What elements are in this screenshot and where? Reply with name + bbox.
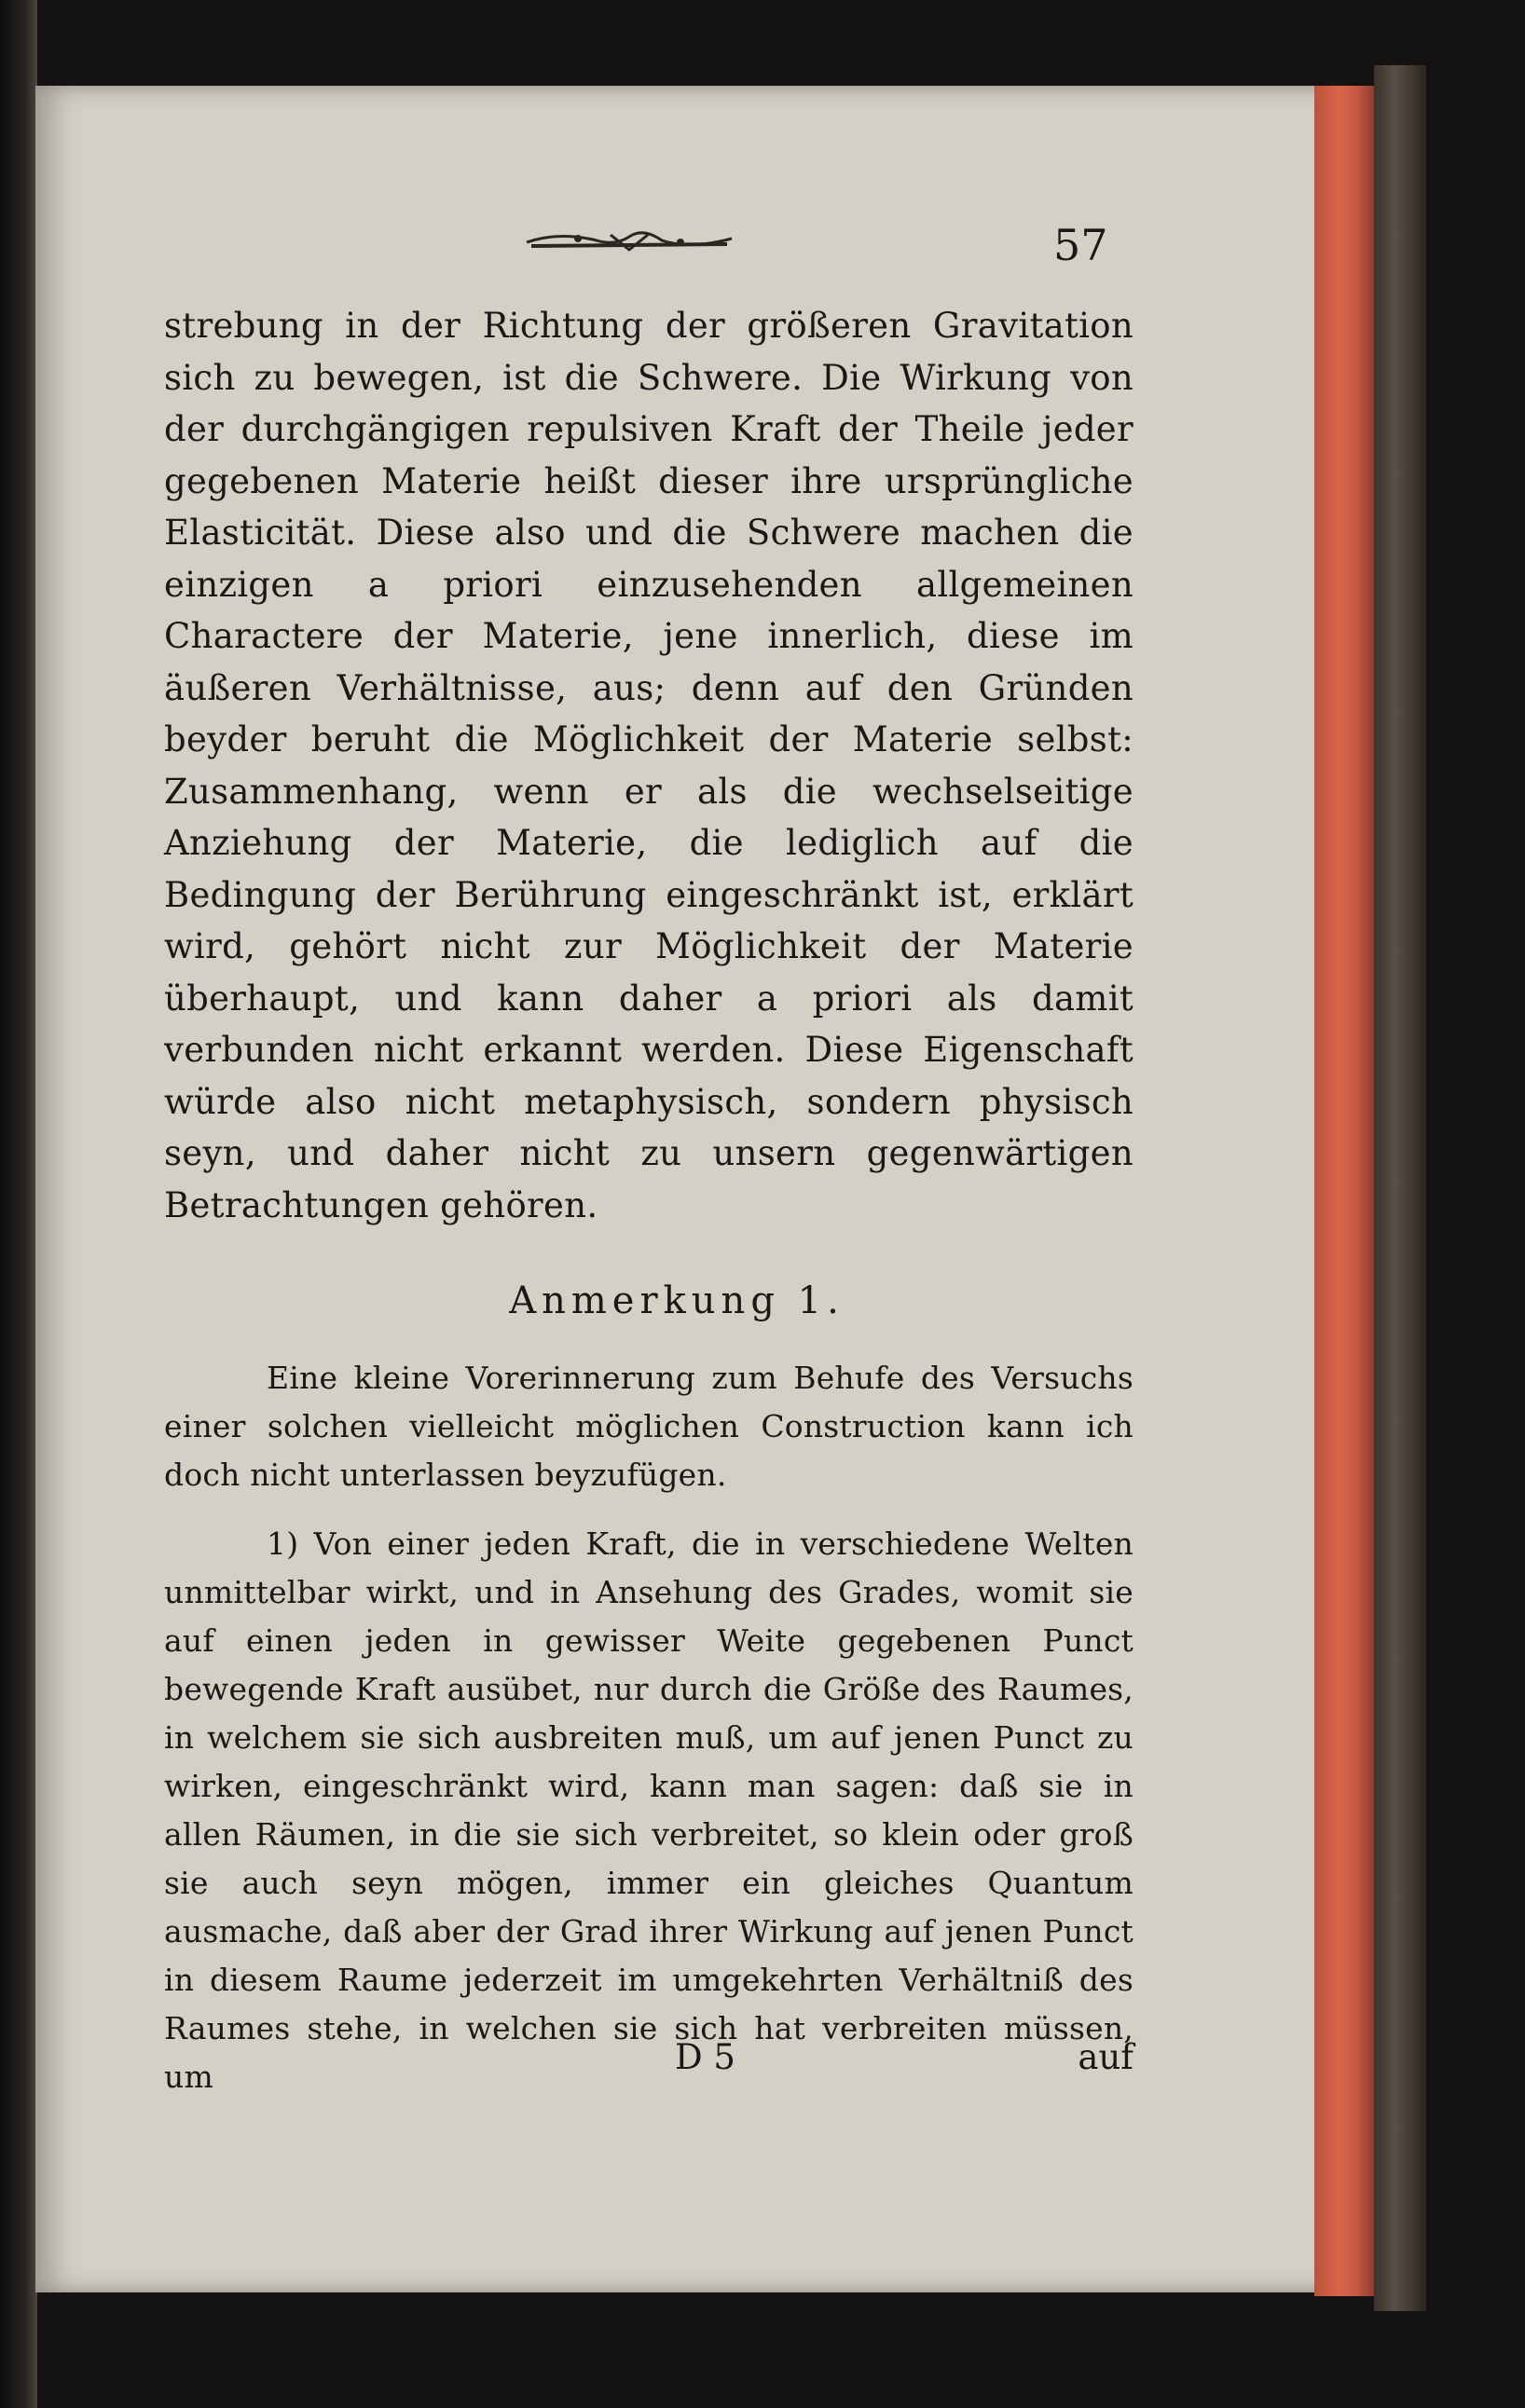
note-intro-paragraph: Eine kleine Vorerinnerung zum Behufe des Versuchs einer solchen vielleicht möglichen Construction kann ich doch nicht unterlassen beyzufügen. [164, 1360, 1133, 1493]
header-ornament-icon [522, 222, 736, 259]
book-spine [0, 0, 37, 2408]
body-paragraph: strebung in der Richtung der größeren Gravitation sich zu bewegen, ist die Schwere. Die Wirkung von der durchgängigen repulsiven Kraft der Theile jeder gegebenen Materie heißt dieser ihre ursprüngliche Elasticität. Diese also und die Schwere machen die einzigen a priori einzusehenden allgemeinen Charactere der Materie, jene innerlich, diese im äußeren Verhältnisse, aus; denn auf den Gründen beyder beruht die Möglichkeit der Materie selbst: Zusammenhang, wenn er als die wechselseitige Anziehung der Materie, die lediglich auf die Bedingung der Berührung eingeschränkt ist, erklärt wird, gehört nicht zur Möglichkeit der Materie überhaupt, und kann daher a priori als damit verbunden nicht erkannt werden. Diese Eigenschaft würde also nicht metaphysisch, sondern physisch seyn, und daher nicht zu unsern gegenwärtigen Betrachtungen gehören. [164, 306, 1133, 1225]
catchword: auf [1078, 2037, 1133, 2077]
note-point-1: 1) Von einer jeden Kraft, die in verschiedene Welten unmittelbar wirkt, und in Ansehung des Grades, womit sie auf einen jeden in gewisser Weite gegebenen Punct bewegende Kraft ausübet, nur durch die Größe des Raumes, in welchem sie sich ausbreiten muß, um auf jenen Punct zu wirken, eingeschränkt wird, kann man sagen: daß sie in allen Räumen, in die sie sich verbreitet, so klein oder groß sie auch seyn mögen, immer ein gleiches Quantum ausmache, daß aber der Grad ihrer Wirkung auf jenen Punct in diesem Raume jederzeit im umgekehrten Verhältniß des Raumes stehe, in welchen sie sich hat verbreiten müssen, um [164, 1526, 1133, 2095]
book-cover-board [1374, 65, 1426, 2311]
section-heading: Anmerkung 1. [509, 1279, 845, 1322]
page-footer [164, 2037, 1133, 2084]
page-number: 57 [1053, 220, 1108, 270]
main-text [164, 300, 1133, 2101]
red-page-edges [1314, 86, 1374, 2296]
signature-mark: D 5 [675, 2037, 735, 2077]
